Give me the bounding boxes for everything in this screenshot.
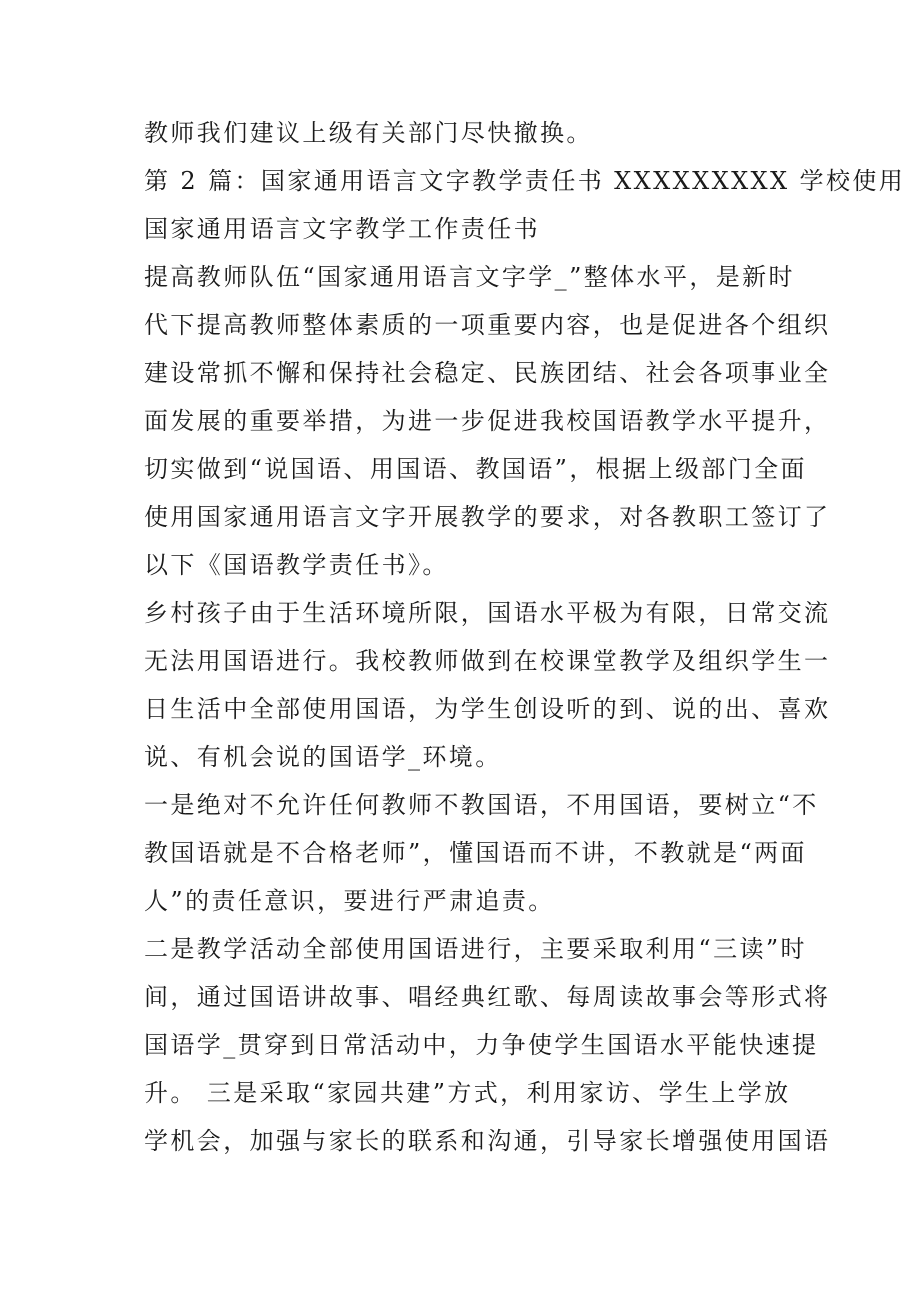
text-line: 学机会，加强与家长的联系和沟通，引导家长增强使用国语 bbox=[144, 1127, 831, 1155]
text-line: 代下提高教师整体素质的一项重要内容，也是促进各个组织 bbox=[144, 311, 831, 339]
text-line: 教师我们建议上级有关部门尽快撤换。 bbox=[144, 119, 593, 147]
text-line: 二是教学活动全部使用国语进行，主要采取利用“三读”时 bbox=[144, 935, 807, 963]
text-line: 人”的责任意识，要进行严肃追责。 bbox=[144, 887, 555, 915]
text-line: 以下《国语教学责任书》。 bbox=[144, 551, 449, 579]
document-body bbox=[144, 109, 906, 1165]
text-line: 说、有机会说的国语学_环境。 bbox=[144, 743, 502, 771]
section-heading-line: 国家通用语言文字教学工作责任书 bbox=[144, 215, 540, 243]
text-line: 升。 三是采取“家园共建”方式，利用家访、学生上学放 bbox=[144, 1079, 791, 1107]
text-line: 提高教师队伍“国家通用语言文字学_”整体水平，是新时 bbox=[144, 263, 795, 291]
text-line: 教国语就是不合格老师”，懂国语而不讲，不教就是“两面 bbox=[144, 839, 807, 867]
text-line: 日生活中全部使用国语，为学生创设听的到、说的出、喜欢 bbox=[144, 695, 831, 723]
text-line: 面发展的重要举措，为进一步促进我校国语教学水平提升， bbox=[144, 407, 831, 435]
text-line: 使用国家通用语言文字开展教学的要求，对各教职工签订了 bbox=[144, 503, 831, 531]
text-line: 一是绝对不允许任何教师不教国语，不用国语，要树立“不 bbox=[144, 791, 819, 819]
text-line: 建设常抓不懈和保持社会稳定、民族团结、社会各项事业全 bbox=[144, 359, 831, 387]
section-heading-line: 第 2 篇：国家通用语言文字教学责任书 XXXXXXXXX 学校使用 bbox=[144, 167, 906, 195]
text-line: 无法用国语进行。我校教师做到在校课堂教学及组织学生一 bbox=[144, 647, 831, 675]
text-line: 间，通过国语讲故事、唱经典红歌、每周读故事会等形式将 bbox=[144, 983, 831, 1011]
text-line: 国语学_贯穿到日常活动中，力争使学生国语水平能快速提 bbox=[144, 1031, 819, 1059]
text-line: 乡村孩子由于生活环境所限，国语水平极为有限，日常交流 bbox=[144, 599, 831, 627]
text-line: 切实做到“说国语、用国语、教国语”，根据上级部门全面 bbox=[144, 455, 807, 483]
